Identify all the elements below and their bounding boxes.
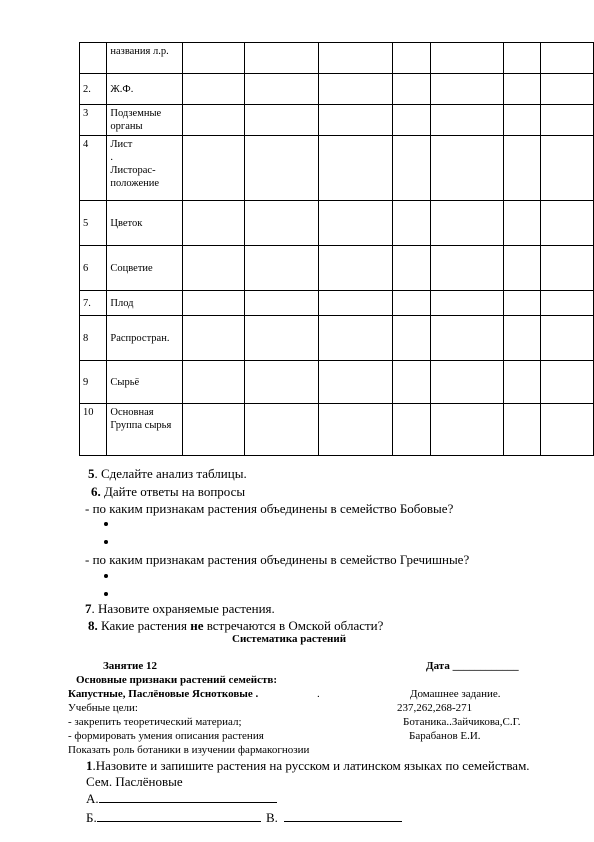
empty-cell[interactable] [182, 404, 245, 456]
goal-1: - закрепить теоретический материал; [68, 716, 242, 728]
empty-cell[interactable] [182, 291, 245, 316]
empty-cell[interactable] [393, 43, 430, 74]
row-label: Подземные органы [107, 105, 182, 136]
empty-cell[interactable] [503, 105, 540, 136]
row-label: Основная Группа сырья [107, 404, 182, 456]
empty-cell[interactable] [245, 291, 319, 316]
exercise-1: 1.Назовите и запишите растения на русском и латинском языках по семействам. [86, 758, 530, 773]
table-row [80, 246, 594, 291]
empty-cell[interactable] [319, 74, 393, 105]
empty-cell[interactable] [182, 105, 245, 136]
empty-cell[interactable] [393, 316, 430, 361]
empty-cell[interactable] [245, 404, 319, 456]
goals-label: Учебные цели: [68, 702, 138, 714]
goal-3: Показать роль ботаники в изучении фармакогнозии [68, 744, 310, 756]
empty-cell[interactable] [430, 404, 503, 456]
table-row [80, 316, 594, 361]
empty-cell[interactable] [430, 246, 503, 291]
empty-cell[interactable] [319, 105, 393, 136]
empty-cell[interactable] [245, 43, 319, 74]
table-row [80, 361, 594, 404]
book-1: Ботаника..Зайчикова,С.Г. [403, 716, 521, 728]
table-row [80, 105, 594, 136]
answer-line-b[interactable]: Б. [86, 810, 261, 826]
row-label: Соцветие [107, 246, 182, 291]
task-7: 7. Назовите охраняемые растения. [85, 601, 275, 616]
empty-cell[interactable] [393, 361, 430, 404]
date-label: Дата ____________ [426, 660, 519, 672]
question-fabaceae: - по каким признакам растения объединены в семейство Бобовые? [85, 501, 454, 516]
empty-cell[interactable] [182, 246, 245, 291]
empty-cell[interactable] [540, 316, 593, 361]
empty-cell[interactable] [393, 105, 430, 136]
empty-cell[interactable] [503, 316, 540, 361]
empty-cell[interactable] [182, 316, 245, 361]
empty-cell[interactable] [182, 43, 245, 74]
empty-cell[interactable] [393, 74, 430, 105]
empty-cell[interactable] [182, 74, 245, 105]
empty-cell[interactable] [393, 136, 430, 201]
row-number: 5 [80, 201, 107, 246]
empty-cell[interactable] [245, 136, 319, 201]
empty-cell[interactable] [430, 291, 503, 316]
section-title: Систематика растений [232, 633, 347, 645]
empty-cell[interactable] [430, 105, 503, 136]
task-6: 6. Дайте ответы на вопросы [91, 484, 246, 499]
homework-pages: 237,262,268-271 [397, 702, 473, 714]
bullet [104, 574, 108, 578]
row-label: названия л.р. [107, 43, 182, 74]
empty-cell[interactable] [393, 246, 430, 291]
row-number: 2. [80, 74, 107, 105]
question-polygonaceae: - по каким признакам растения объединены в семейство Гречишные? [85, 552, 470, 567]
plant-description-table [79, 42, 594, 456]
empty-cell[interactable] [182, 361, 245, 404]
empty-cell[interactable] [540, 404, 593, 456]
empty-cell[interactable] [393, 404, 430, 456]
empty-cell[interactable] [540, 361, 593, 404]
bullet [104, 522, 108, 526]
task-5: 5. Сделайте анализ таблицы. [88, 466, 247, 481]
empty-cell[interactable] [540, 246, 593, 291]
empty-cell[interactable] [503, 74, 540, 105]
empty-cell[interactable] [319, 316, 393, 361]
empty-cell[interactable] [503, 291, 540, 316]
empty-cell[interactable] [245, 246, 319, 291]
row-number: 9 [80, 361, 107, 404]
empty-cell[interactable] [319, 404, 393, 456]
row-number: 10 [80, 404, 107, 456]
empty-cell[interactable] [540, 201, 593, 246]
answer-line-a[interactable]: А. [86, 791, 277, 807]
book-2: Барабанов Е.И. [409, 730, 481, 742]
empty-cell[interactable] [393, 201, 430, 246]
empty-cell[interactable] [540, 74, 593, 105]
row-label: Цветок [107, 201, 182, 246]
empty-cell[interactable] [540, 291, 593, 316]
empty-cell[interactable] [540, 136, 593, 201]
table-row [80, 74, 594, 105]
row-label: Ж.Ф. [107, 74, 182, 105]
empty-cell[interactable] [540, 105, 593, 136]
empty-cell[interactable] [430, 316, 503, 361]
lesson-title: Занятие 12 [103, 660, 157, 672]
empty-cell[interactable] [245, 105, 319, 136]
homework-label: Домашнее задание. [410, 688, 501, 700]
empty-cell[interactable] [503, 246, 540, 291]
task-8: 8. Какие растения не встречаются в Омской области? [88, 618, 384, 633]
bullet [104, 592, 108, 596]
empty-cell[interactable] [182, 201, 245, 246]
empty-cell[interactable] [182, 136, 245, 201]
empty-cell[interactable] [319, 361, 393, 404]
lesson-subtitle: Основные признаки растений семейств: [76, 674, 278, 686]
empty-cell[interactable] [503, 43, 540, 74]
dot: . [317, 688, 320, 700]
empty-cell[interactable] [430, 361, 503, 404]
empty-cell[interactable] [430, 74, 503, 105]
empty-cell[interactable] [430, 136, 503, 201]
empty-cell[interactable] [319, 201, 393, 246]
row-number: 7. [80, 291, 107, 316]
row-number [80, 43, 107, 74]
table-row [80, 291, 594, 316]
row-number: 8 [80, 316, 107, 361]
empty-cell[interactable] [503, 404, 540, 456]
row-number: 6 [80, 246, 107, 291]
empty-cell[interactable] [319, 291, 393, 316]
table-row [80, 201, 594, 246]
empty-cell[interactable] [503, 201, 540, 246]
empty-cell[interactable] [319, 246, 393, 291]
empty-cell[interactable] [245, 201, 319, 246]
goal-2: - формировать умения описания растения [68, 730, 264, 742]
empty-cell[interactable] [503, 361, 540, 404]
empty-cell[interactable] [245, 316, 319, 361]
row-label: Сырьё [107, 361, 182, 404]
table-row [80, 43, 594, 74]
answer-line-v[interactable]: В. [266, 810, 402, 826]
empty-cell[interactable] [393, 291, 430, 316]
families-list: Капустные, Паслёновые Яснотковые . [68, 688, 259, 700]
empty-cell[interactable] [245, 361, 319, 404]
row-number: 4 [80, 136, 107, 201]
row-number: 3 [80, 105, 107, 136]
empty-cell[interactable] [245, 74, 319, 105]
empty-cell[interactable] [430, 201, 503, 246]
empty-cell[interactable] [319, 136, 393, 201]
row-label: Распростран. [107, 316, 182, 361]
family-label: Сем. Паслёновые [86, 774, 183, 789]
bullet [104, 540, 108, 544]
empty-cell[interactable] [503, 136, 540, 201]
empty-cell[interactable] [430, 43, 503, 74]
row-label: Лист . Листорас-положение [107, 136, 182, 201]
empty-cell[interactable] [319, 43, 393, 74]
table-row [80, 404, 594, 456]
row-label: Плод [107, 291, 182, 316]
empty-cell[interactable] [540, 43, 593, 74]
table-row [80, 136, 594, 201]
